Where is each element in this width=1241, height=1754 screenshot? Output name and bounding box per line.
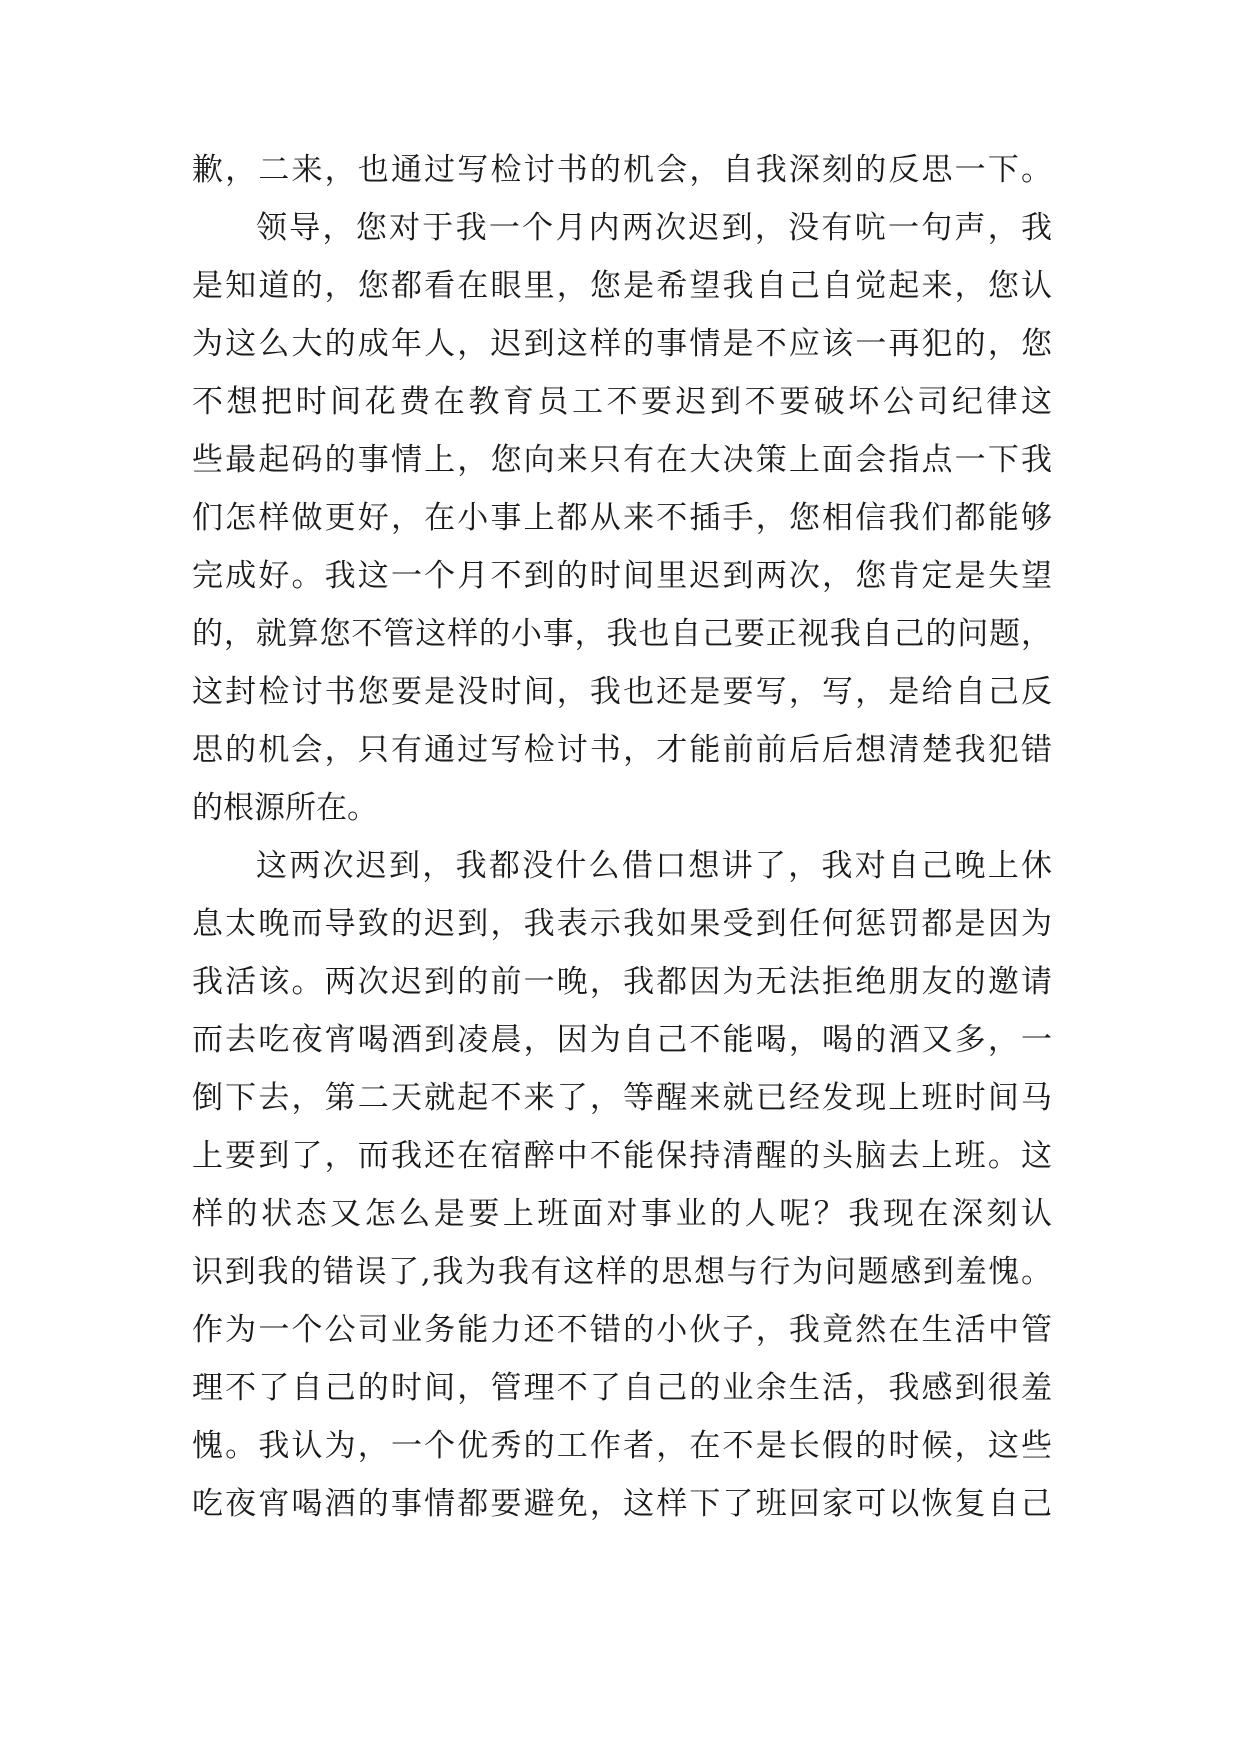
text-line: 愧。我认为，一个优秀的工作者，在不是长假的时候，这些: [192, 1428, 1052, 1464]
text-line: 上要到了，而我还在宿醉中不能保持清醒的头脑去上班。这: [192, 1138, 1052, 1174]
text-line: 吃夜宵喝酒的事情都要避免，这样下了班回家可以恢复自己: [192, 1486, 1052, 1522]
text-line: 些最起码的事情上，您向来只有在大决策上面会指点一下我: [192, 442, 1052, 478]
text-line: 的根源所在。: [192, 790, 378, 826]
text-line: 理不了自己的时间，管理不了自己的业余生活，我感到很羞: [192, 1370, 1052, 1406]
text-line: 领导，您对于我一个月内两次迟到，没有吭一句声，我: [256, 210, 1052, 246]
text-line: 们怎样做更好，在小事上都从来不插手，您相信我们都能够: [192, 500, 1052, 536]
text-line: 为这么大的成年人，迟到这样的事情是不应该一再犯的，您: [192, 326, 1052, 362]
text-line: 识到我的错误了,我为我有这样的思想与行为问题感到羞愧。: [192, 1254, 1052, 1290]
text-line: 是知道的，您都看在眼里，您是希望我自己自觉起来，您认: [192, 268, 1052, 304]
text-line: 息太晚而导致的迟到，我表示我如果受到任何惩罚都是因为: [192, 906, 1052, 942]
text-line: 倒下去，第二天就起不来了，等醒来就已经发现上班时间马: [192, 1080, 1052, 1116]
text-line: 不想把时间花费在教育员工不要迟到不要破坏公司纪律这: [192, 384, 1052, 420]
text-line: 完成好。我这一个月不到的时间里迟到两次，您肯定是失望: [192, 558, 1052, 594]
text-line: 作为一个公司业务能力还不错的小伙子，我竟然在生活中管: [192, 1312, 1052, 1348]
text-line: 这两次迟到，我都没什么借口想讲了，我对自己晚上休: [256, 848, 1052, 884]
text-line: 而去吃夜宵喝酒到凌晨，因为自己不能喝，喝的酒又多，一: [192, 1022, 1052, 1058]
text-line: 样的状态又怎么是要上班面对事业的人呢？我现在深刻认: [192, 1196, 1052, 1232]
text-line: 思的机会，只有通过写检讨书，才能前前后后想清楚我犯错: [192, 732, 1052, 768]
text-line: 我活该。两次迟到的前一晚，我都因为无法拒绝朋友的邀请: [192, 964, 1052, 1000]
text-line: 的，就算您不管这样的小事，我也自己要正视我自己的问题，: [192, 616, 1052, 652]
text-line: 这封检讨书您要是没时间，我也还是要写，写，是给自己反: [192, 674, 1052, 710]
text-line: 歉，二来，也通过写检讨书的机会，自我深刻的反思一下。: [192, 152, 1052, 188]
